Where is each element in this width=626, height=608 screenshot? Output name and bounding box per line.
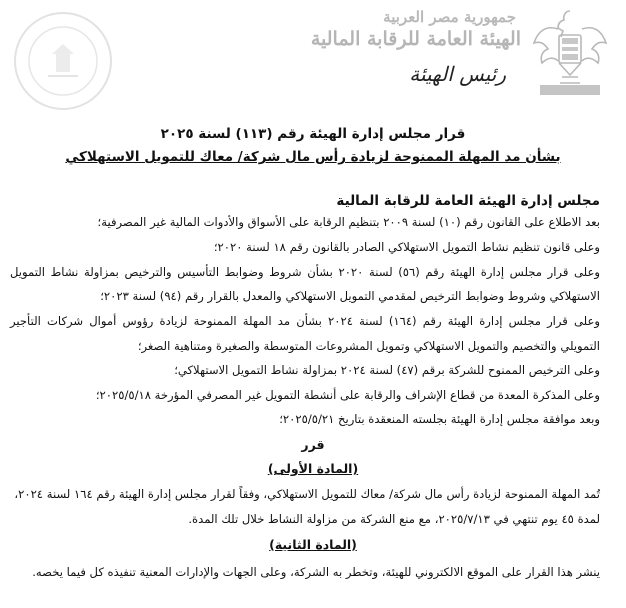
- authority-name: الهيئة العامة للرقابة المالية: [310, 28, 521, 50]
- recital-line: وعلى قرار مجلس إدارة الهيئة رقم (٥٦) لسنة ٢٠٢٠ بشأن شروط وضوابط التأسيس والترخيص بمزاولة نشاط التمويل: [10, 265, 601, 279]
- recital-line: وعلى المذكرة المعدة من قطاع الإشراف والرقابة على أنشطة التمويل غير المصرفي المؤرخة ٢٠٢٥/٥/١٨؛: [95, 388, 600, 402]
- article-1-line: لمدة ٤٥ يوم تنتهي في ٢٠٢٥/٧/١٣، مع منع الشركة من مزاولة النشاط خلال تلك المدة.: [188, 512, 600, 526]
- authority-seal-icon: [12, 10, 114, 112]
- article-2-heading: (المادة الثانية): [269, 537, 357, 552]
- eagle-emblem-icon: [532, 5, 608, 97]
- recital-line: وبعد موافقة مجلس إدارة الهيئة بجلسته المنعقدة بتاريخ ٢٠٢٥/٥/٢١؛: [279, 412, 600, 426]
- decree-title: قرار مجلس إدارة الهيئة رقم (١١٣) لسنة ٢٠٢٥: [160, 126, 466, 142]
- article-1-heading: (المادة الأولى): [267, 461, 359, 476]
- recital-line: وعلى الترخيص الممنوح للشركة برقم (٤٧) لسنة ٢٠٢٤ بمزاولة نشاط التمويل الاستهلاكي؛: [174, 363, 600, 377]
- decided-heading: قرر: [301, 437, 325, 452]
- office-signature-title: رئيس الهيئة: [409, 62, 506, 86]
- recital-line: الاستهلاكي وشروط وضوابط الترخيص لمقدمي التمويل الاستهلاكي والمعدل بالقرار رقم (٩٤) لسنة ٢٠٢٣؛: [100, 289, 600, 303]
- article-2-line: ينشر هذا القرار على الموقع الالكتروني للهيئة، وتخطر به الشركة، وعلى الجهات والإدارات المعنية تنفيذه كل فيما يخصه.: [32, 565, 600, 579]
- council-heading: مجلس إدارة الهيئة العامة للرقابة المالية: [336, 193, 600, 209]
- recital-line: بعد الاطلاع على القانون رقم (١٠) لسنة ٢٠٠٩ بتنظيم الرقابة على الأسواق والأدوات المالية غير المصرفية؛: [97, 215, 600, 229]
- decree-subtitle: بشأن مد المهلة الممنوحة لزيادة رأس مال شركة/ معاك للتمويل الاستهلاكي: [65, 149, 561, 165]
- recital-line: وعلى قانون تنظيم نشاط التمويل الاستهلاكي الصادر بالقانون رقم ١٨ لسنة ٢٠٢٠؛: [213, 240, 600, 254]
- article-1-line: تُمد المهلة الممنوحة لزيادة رأس مال شركة/ معاك للتمويل الاستهلاكي، وفقاً لقرار مجلس إدارة الهيئة رقم ١٦٤ لسنة ٢٠٢٤،: [14, 487, 600, 501]
- recital-line: التمويلي والتخصيم والتمويل الاستهلاكي وتمويل المشروعات المتوسطة والصغيرة ومتناهية الصغر؛: [137, 339, 600, 353]
- country-name: جمهورية مصر العربية: [383, 8, 516, 26]
- recital-line: وعلى قرار مجلس إدارة الهيئة رقم (١٦٤) لسنة ٢٠٢٤ بشأن مد المهلة الممنوحة لزيادة رؤوس أموال شركات التأجير: [10, 314, 601, 328]
